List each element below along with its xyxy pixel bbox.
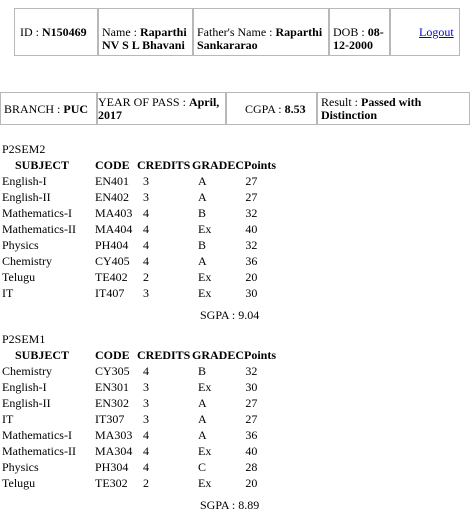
credits-cell: 4 <box>143 222 149 236</box>
cpoints-header: CPoints <box>235 348 277 362</box>
sgpa-label: SGPA <box>200 308 229 322</box>
table-row <box>2 237 276 253</box>
result-label: Result <box>321 95 352 109</box>
sgpa-line: SGPA : 8.89 <box>200 498 260 512</box>
grade-cell: Ex <box>198 270 212 284</box>
code-cell: MA403 <box>95 206 133 220</box>
credits-cell: 3 <box>143 396 149 410</box>
cpoints-cell: 32 <box>245 206 258 220</box>
year-of-pass-label: YEAR OF PASS <box>98 95 180 109</box>
table-row <box>2 395 276 411</box>
sgpa-label: SGPA <box>200 498 229 512</box>
cpoints-cell: 36 <box>245 254 258 268</box>
code-header: CODE <box>95 348 130 362</box>
subject-cell: Telugu <box>2 270 36 284</box>
table-row <box>2 285 276 301</box>
code-cell: EN302 <box>95 396 129 410</box>
credits-cell: 4 <box>143 254 149 268</box>
code-cell: CY305 <box>95 364 130 378</box>
grade-cell: B <box>198 364 207 378</box>
code-cell: EN402 <box>95 190 129 204</box>
credits-cell: 3 <box>143 412 149 426</box>
cpoints-cell: 40 <box>245 222 258 236</box>
father-name-label: Father's Name <box>197 25 267 39</box>
table-row <box>2 269 276 285</box>
subject-header: SUBJECT <box>15 348 70 362</box>
grade-cell: A <box>198 428 207 442</box>
grade-cell: A <box>198 396 207 410</box>
grade-cell: Ex <box>198 286 212 300</box>
subject-cell: Mathematics-I <box>2 428 72 442</box>
credits-cell: 3 <box>143 286 149 300</box>
code-header: CODE <box>95 158 130 172</box>
cpoints-cell: 20 <box>245 270 258 284</box>
code-cell: CY405 <box>95 254 130 268</box>
subject-cell: English-I <box>2 380 47 394</box>
father-name-value: Raparthi Sankararao <box>197 25 323 52</box>
cpoints-cell: 36 <box>245 428 258 442</box>
subject-cell: Mathematics-I <box>2 206 72 220</box>
code-cell: MA303 <box>95 428 133 442</box>
grade-cell: Ex <box>198 222 212 236</box>
logout-cell <box>390 8 460 56</box>
table-header-row <box>2 347 276 363</box>
credits-cell: 2 <box>143 476 149 490</box>
credits-cell: 4 <box>143 238 149 252</box>
credits-cell: 2 <box>143 270 149 284</box>
table-row <box>2 443 276 459</box>
cpoints-cell: 32 <box>245 238 258 252</box>
dob-label: DOB <box>333 25 359 39</box>
subject-cell: Physics <box>2 460 39 474</box>
year-of-pass-value: April, 2017 <box>98 95 220 122</box>
cpoints-cell: 30 <box>245 286 258 300</box>
table-row <box>2 459 276 475</box>
credits-cell: 4 <box>143 428 149 442</box>
cpoints-cell: 27 <box>245 396 258 410</box>
father-name-cell: Father's Name : Raparthi Sankararao <box>193 8 329 56</box>
cpoints-cell: 28 <box>245 460 258 474</box>
semester-title: P2SEM1 <box>2 332 46 346</box>
subject-cell: Telugu <box>2 476 36 490</box>
dob-value: 08-12-2000 <box>333 25 384 52</box>
table-row <box>2 427 276 443</box>
sgpa-line: SGPA : 9.04 <box>200 308 260 322</box>
code-cell: MA304 <box>95 444 133 458</box>
table-row <box>2 173 276 189</box>
credits-cell: 4 <box>143 364 149 378</box>
credits-cell: 4 <box>143 460 149 474</box>
cgpa-value: 8.53 <box>284 102 306 116</box>
code-cell: PH304 <box>95 460 129 474</box>
subject-cell: IT <box>2 286 14 300</box>
dob-cell: DOB : 08-12-2000 <box>329 8 390 56</box>
grade-cell: A <box>198 412 207 426</box>
credits-header: CREDITS <box>137 158 191 172</box>
semester-title: P2SEM2 <box>2 142 46 156</box>
grade-cell: A <box>198 254 207 268</box>
grade-cell: A <box>198 174 207 188</box>
credits-cell: 4 <box>143 444 149 458</box>
grade-header: GRADE <box>192 348 236 362</box>
subject-cell: English-II <box>2 190 51 204</box>
cpoints-cell: 20 <box>245 476 258 490</box>
credits-header: CREDITS <box>137 348 191 362</box>
result-value: Passed with Distinction <box>321 95 422 122</box>
subject-cell: Mathematics-II <box>2 444 76 458</box>
table-row <box>2 411 276 427</box>
id-cell: ID : N150469 <box>14 8 98 56</box>
table-row <box>2 205 276 221</box>
table-row <box>2 475 276 491</box>
table-row <box>2 221 276 237</box>
table-row <box>2 253 276 269</box>
cpoints-cell: 40 <box>245 444 258 458</box>
table-row <box>2 189 276 205</box>
subject-cell: Physics <box>2 238 39 252</box>
table-row <box>2 363 276 379</box>
cpoints-cell: 27 <box>245 412 258 426</box>
grade-cell: C <box>198 460 207 474</box>
cpoints-cell: 32 <box>245 364 258 378</box>
cpoints-cell: 27 <box>245 190 258 204</box>
subject-header: SUBJECT <box>15 158 70 172</box>
result-cell: Result : Passed with Distinction <box>317 92 470 125</box>
grade-cell: B <box>198 238 207 252</box>
name-cell: Name : Raparthi NV S L Bhavani <box>98 8 193 56</box>
id-value: N150469 <box>42 25 87 39</box>
id-label: ID <box>20 25 33 39</box>
code-cell: EN401 <box>95 174 129 188</box>
subject-cell: Chemistry <box>2 254 52 268</box>
year-of-pass-cell: YEAR OF PASS : April, 2017 <box>97 92 226 125</box>
subject-cell: Chemistry <box>2 364 52 378</box>
subject-cell: English-I <box>2 174 47 188</box>
grade-cell: Ex <box>198 444 212 458</box>
cpoints-cell: 27 <box>245 174 258 188</box>
semester-grades-table <box>2 157 276 301</box>
credits-cell: 3 <box>143 174 149 188</box>
sgpa-value: 8.89 <box>238 498 260 512</box>
subject-cell: Mathematics-II <box>2 222 76 236</box>
grade-cell: Ex <box>198 380 212 394</box>
branch-cell: BRANCH : PUC <box>0 92 97 125</box>
code-cell: TE402 <box>95 270 128 284</box>
branch-label: BRANCH <box>4 102 55 116</box>
cgpa-label: CGPA <box>245 102 276 116</box>
cgpa-cell: CGPA : 8.53 <box>226 92 317 125</box>
cpoints-cell: 30 <box>245 380 258 394</box>
semester-grades-table <box>2 347 276 491</box>
code-cell: IT407 <box>95 286 125 300</box>
subject-cell: English-II <box>2 396 51 410</box>
code-cell: TE302 <box>95 476 128 490</box>
code-cell: EN301 <box>95 380 129 394</box>
grade-cell: A <box>198 190 207 204</box>
sgpa-value: 9.04 <box>238 308 260 322</box>
credits-cell: 4 <box>143 206 149 220</box>
grade-cell: B <box>198 206 207 220</box>
code-cell: IT307 <box>95 412 125 426</box>
branch-value: PUC <box>63 102 89 116</box>
name-label: Name <box>102 25 131 39</box>
name-value: Raparthi NV S L Bhavani <box>102 25 187 52</box>
subject-cell: IT <box>2 412 14 426</box>
credits-cell: 3 <box>143 380 149 394</box>
code-cell: PH404 <box>95 238 129 252</box>
grade-cell: Ex <box>198 476 212 490</box>
grade-header: GRADE <box>192 158 236 172</box>
table-row <box>2 379 276 395</box>
table-header-row <box>2 157 276 173</box>
logout-link[interactable]: Logout <box>419 25 454 39</box>
cpoints-header: CPoints <box>235 158 277 172</box>
credits-cell: 3 <box>143 190 149 204</box>
code-cell: MA404 <box>95 222 133 236</box>
